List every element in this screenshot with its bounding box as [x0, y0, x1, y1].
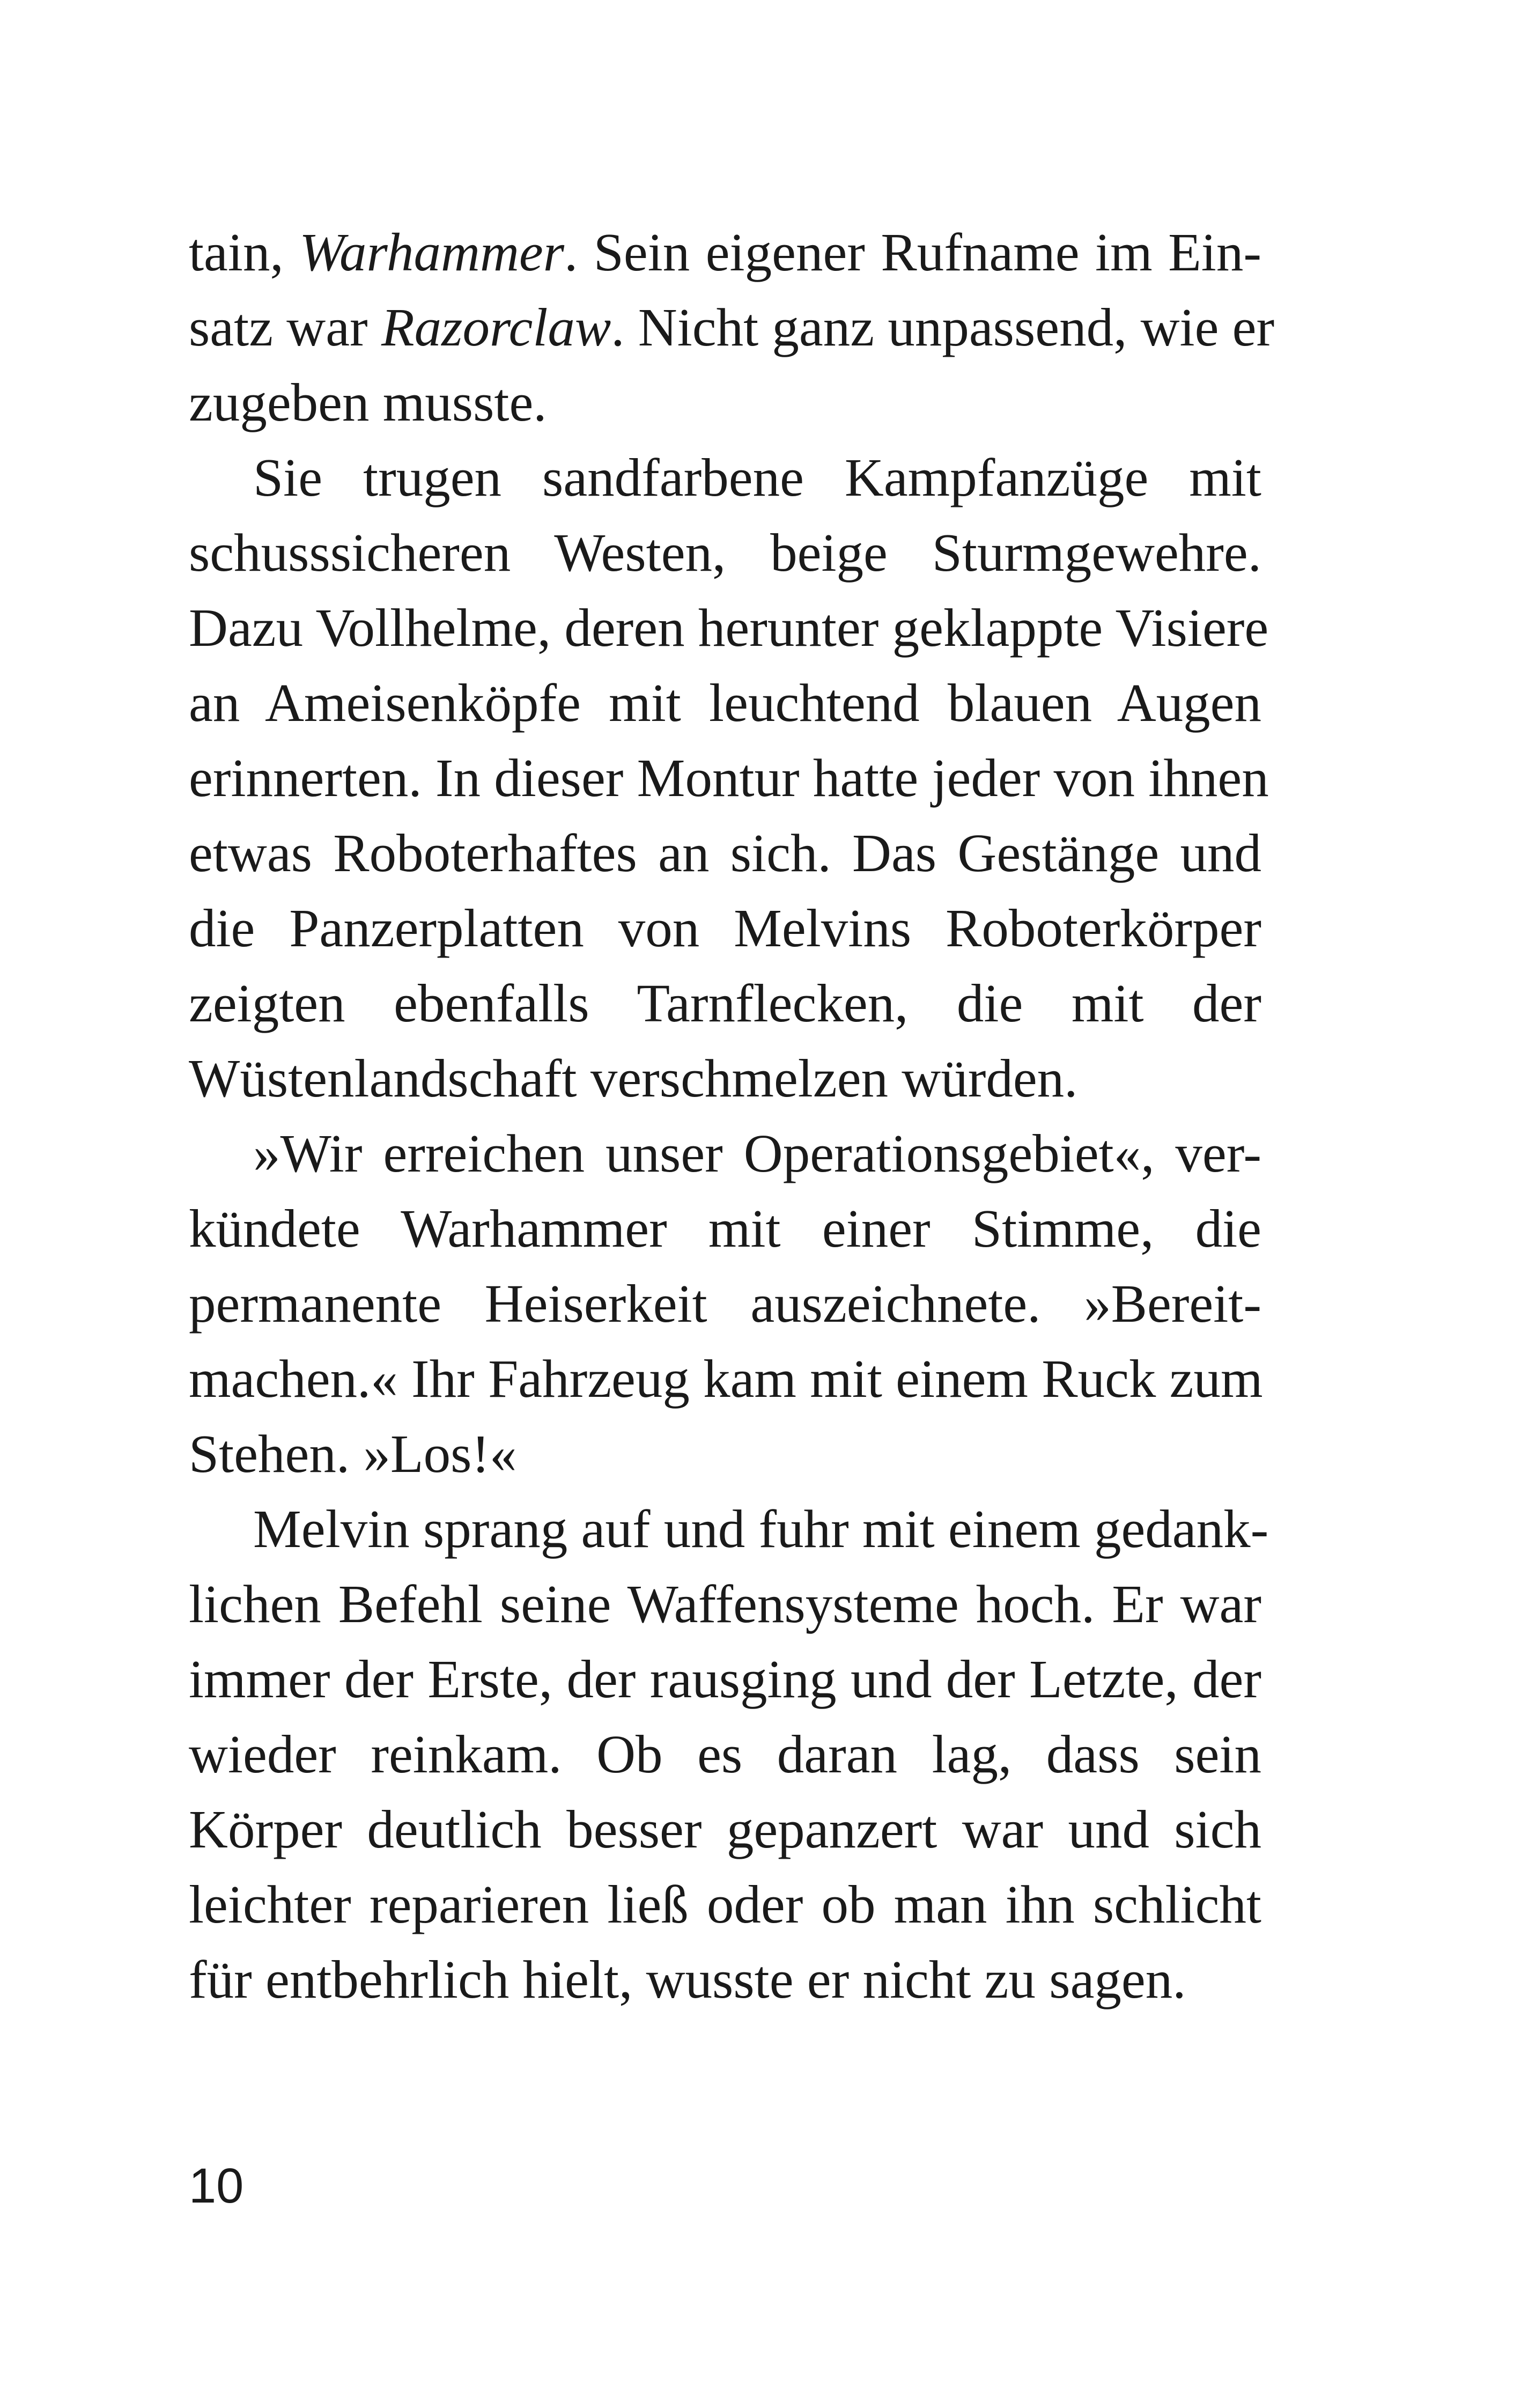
- text-segment: die Panzerplatten von Melvins Roboterkörper: [189, 898, 1261, 958]
- text-segment: wieder reinkam. Ob es daran lag, dass sein: [189, 1724, 1261, 1784]
- body-text: [189, 215, 1275, 2017]
- text-segment: kündete Warhammer mit einer Stimme, die: [189, 1198, 1261, 1258]
- text-segment: Dazu Vollhelme, deren herunter geklappte Visiere: [189, 598, 1269, 658]
- text-segment: leichter reparieren ließ oder ob man ihn schlicht: [189, 1874, 1261, 1934]
- text-segment: satz war: [189, 297, 381, 357]
- text-segment: für entbehrlich hielt, wusste er nicht zu sagen.: [189, 1949, 1186, 2009]
- text-segment: an Ameisenköpfe mit leuchtend blauen Augen: [189, 673, 1261, 733]
- text-line: [189, 1566, 1261, 1641]
- text-segment: Sie trugen sandfarbene Kampfanzüge mit: [253, 447, 1261, 507]
- text-segment: machen.« Ihr Fahrzeug kam mit einem Ruck zum: [189, 1349, 1263, 1409]
- text-line: [189, 515, 1261, 590]
- text-line: [189, 815, 1261, 890]
- text-line: [189, 1116, 1261, 1191]
- text-segment: etwas Roboterhaftes an sich. Das Gestänge und: [189, 823, 1261, 883]
- page-number: 10: [189, 2159, 244, 2213]
- text-segment: Körper deutlich besser gepanzert war und sich: [189, 1799, 1261, 1859]
- text-line: [189, 1041, 1261, 1116]
- text-line: [189, 365, 1261, 440]
- text-line: [189, 215, 1261, 290]
- text-segment: zeigten ebenfalls Tarnflecken, die mit der: [189, 973, 1261, 1033]
- text-segment: permanente Heiserkeit auszeichnete. »Bereit-: [189, 1273, 1261, 1334]
- text-segment: tain,: [189, 222, 300, 282]
- text-line: [189, 1341, 1261, 1416]
- italic-text: Warhammer: [299, 222, 565, 282]
- text-line: [189, 1416, 1261, 1491]
- text-segment: lichen Befehl seine Waffensysteme hoch. Er war: [189, 1574, 1261, 1634]
- text-segment: »Wir erreichen unser Operationsgebiet«, ver-: [253, 1123, 1261, 1183]
- text-line: [189, 740, 1269, 815]
- text-segment: . Nicht ganz unpassend, wie er: [611, 297, 1275, 357]
- text-segment: Stehen. »Los!«: [189, 1424, 517, 1484]
- text-segment: schusssicheren Westen, beige Sturmgewehre.: [189, 522, 1261, 583]
- text-line: [189, 1641, 1261, 1717]
- text-line: [189, 590, 1269, 665]
- text-line: [189, 440, 1261, 515]
- text-line: [189, 1942, 1261, 2017]
- text-line: [189, 1266, 1261, 1341]
- text-segment: immer der Erste, der rausging und der Letzte, der: [189, 1649, 1261, 1709]
- italic-text: Razorclaw: [381, 297, 611, 357]
- text-line: [189, 1491, 1269, 1566]
- text-line: [189, 1867, 1261, 1942]
- text-segment: . Sein eigener Rufname im Ein-: [564, 222, 1261, 282]
- text-line: [189, 665, 1261, 740]
- text-line: [189, 1792, 1261, 1867]
- text-segment: Melvin sprang auf und fuhr mit einem gedank-: [253, 1499, 1269, 1559]
- text-segment: erinnerten. In dieser Montur hatte jeder von ihnen: [189, 748, 1269, 808]
- text-segment: zugeben musste.: [189, 372, 547, 432]
- text-line: [189, 1191, 1261, 1266]
- text-line: [189, 966, 1261, 1041]
- text-line: [189, 890, 1261, 966]
- text-line: [189, 290, 1275, 365]
- text-segment: Wüstenlandschaft verschmelzen würden.: [189, 1048, 1078, 1108]
- text-line: [189, 1717, 1261, 1792]
